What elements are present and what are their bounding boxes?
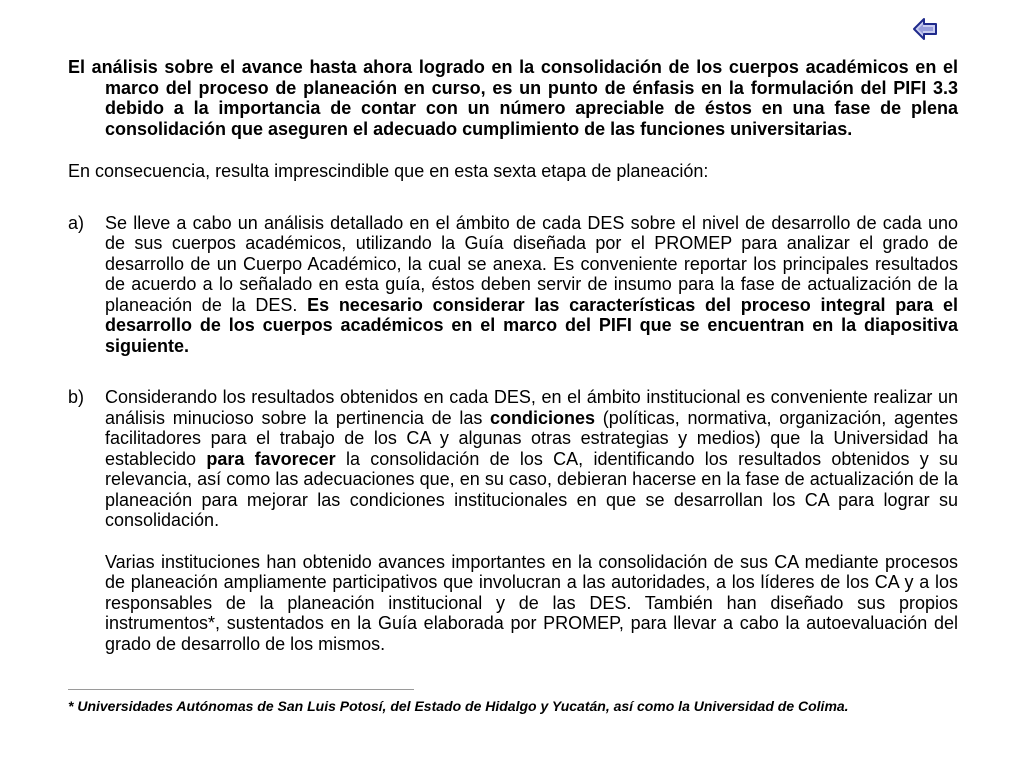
item-b-text-3: la consolidación de los CA, identificando los resultados obtenidos y su relevancia, así como las adecuaciones que, en su caso, debieran hacerse en la fase de actualización de la planeación para mejorar las condiciones institucionales en que se desarrollan los CA para lograr su consolidación. (105, 448, 959, 530)
item-b-text-1: Considerando los resultados obtenidos en cada DES, en el ámbito institucional es conveniente realizar un análisis minucioso sobre la pertinencia de las (105, 387, 958, 428)
list-item-a (68, 213, 958, 357)
lead-paragraph: En consecuencia, resulta imprescindible que en esta sexta etapa de planeación: (68, 161, 709, 181)
intro-paragraph: El análisis sobre el avance hasta ahora logrado en la consolidación de los cuerpos académicos en el marco del proceso de planeación en curso, es un punto de énfasis en la formulación del PIFI 3.3 debido a la importancia de contar con un número apreciable de éstos en una fase de plena consolidación que aseguren el adecuado cumplimiento de las funciones universitarias. (68, 57, 958, 139)
list-item-text (105, 213, 958, 357)
footnote-divider (68, 689, 414, 690)
list-item-text (105, 387, 958, 654)
item-b-bold-favorecer: para favorecer (206, 448, 336, 469)
back-button[interactable] (912, 17, 938, 41)
list-marker: b) (68, 387, 85, 407)
footnote: * Universidades Autónomas de San Luis Potosí, del Estado de Hidalgo y Yucatán, así como la Universidad de Colima. (68, 698, 849, 714)
item-b-paragraph (105, 387, 958, 531)
item-b-subparagraph: Varias instituciones han obtenido avances importantes en la consolidación de sus CA mediante procesos de planeación ampliamente participativos que involucran a las autoridades, a los líderes de los CA y a los responsables de la planeación institucional y de las DES. También han diseñado sus propios instrumentos*, sustentados en la Guía elaborada por PROMEP, para llevar a cabo la autoevaluación del grado de desarrollo de los mismos. (105, 551, 958, 654)
back-arrow-icon (912, 17, 938, 41)
slide-content (68, 57, 958, 654)
item-b-bold-conditions: condiciones (490, 407, 596, 428)
item-b-text-2: (políticas, normativa, organización, agentes facilitadores para el trabajo de los CA y algunas otras estrategias y medios) que la Universidad ha establecido (105, 407, 959, 469)
list-item-b (68, 387, 958, 654)
item-a-bold-text: Es necesario considerar las características del proceso integral para el desarrollo de los cuerpos académicos en el marco del PIFI que se encuentran en la diapositiva siguiente. (105, 294, 958, 356)
item-a-text: Se lleve a cabo un análisis detallado en el ámbito de cada DES sobre el nivel de desarrollo de cada uno de sus cuerpos académicos, utilizando la Guía diseñada por el PROMEP para analizar el grado de desarrollo de un Cuerpo Académico, la cual se anexa. Es conveniente reportar los principales resultados de acuerdo a lo señalado en esta guía, éstos deben servir de insumo para la fase de actualización de la planeación de la DES. (105, 212, 958, 315)
list-marker: a) (68, 212, 85, 233)
